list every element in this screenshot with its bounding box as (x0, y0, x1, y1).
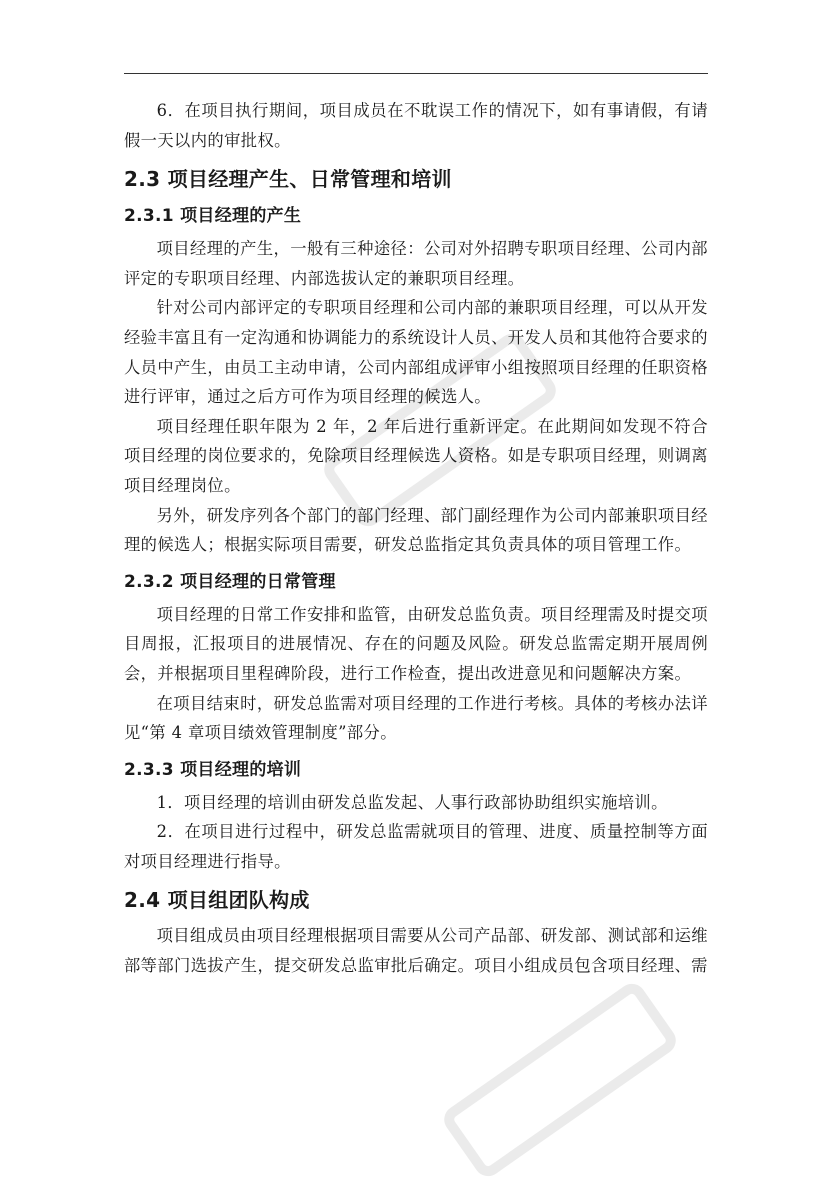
document-body (124, 96, 708, 981)
paragraph: 针对公司内部评定的专职项目经理和公司内部的兼职项目经理，可以从开发经验丰富且有一定沟通和协调能力的系统设计人员、开发人员和其他符合要求的人员中产生，由员工主动申请，公司内部组成评审小组按照项目经理的任职资格进行评审，通过之后方可作为项目经理的候选人。 (124, 298, 708, 407)
paragraph: 6．在项目执行期间，项目成员在不耽误工作的情况下，如有事请假，有请假一天以内的审批权。 (124, 101, 708, 150)
header-rule (124, 73, 708, 74)
list-item: 1．项目经理的培训由研发总监发起、人事行政部协助组织实施培训。 (156, 792, 668, 812)
section-heading-2-4: 2.4 项目组团队构成 (124, 888, 310, 913)
list-item: 2．在项目进行过程中，研发总监需就项目的管理、进度、质量控制等方面对项目经理进行指导。 (124, 822, 708, 871)
paragraph: 在项目结束时，研发总监需对项目经理的工作进行考核。具体的考核办法详见“第 4 章项目绩效管理制度”部分。 (124, 693, 708, 743)
section-heading-2-3: 2.3 项目经理产生、日常管理和培训 (124, 167, 452, 192)
subsection-heading-2-3-3: 2.3.3 项目经理的培训 (124, 759, 302, 780)
paragraph: 项目经理任职年限为 2 年，2 年后进行重新评定。在此期间如发现不符合项目经理的岗位要求的，免除项目经理候选人资格。如是专职项目经理，则调离项目经理岗位。 (124, 416, 708, 495)
paragraph: 项目经理的产生，一般有三种途径：公司对外招聘专职项目经理、公司内部评定的专职项目经理、内部选拔认定的兼职项目经理。 (124, 239, 708, 288)
paragraph: 项目组成员由项目经理根据项目需要从公司产品部、研发部、测试部和运维部等部门选拔产生，提交研发总监审批后确定。项目小组成员包含项目经理、需 (124, 926, 708, 976)
paragraph: 另外，研发序列各个部门的部门经理、部门副经理作为公司内部兼职项目经理的候选人；根据实际项目需要，研发总监指定其负责具体的项目管理工作。 (124, 505, 708, 555)
subsection-heading-2-3-2: 2.3.2 项目经理的日常管理 (124, 571, 336, 592)
paragraph: 项目经理的日常工作安排和监管，由研发总监负责。项目经理需及时提交项目周报，汇报项目的进展情况、存在的问题及风险。研发总监需定期开展周例会，并根据项目里程碑阶段，进行工作检查，提出改进意见和问题解决方案。 (124, 604, 708, 683)
subsection-heading-2-3-1: 2.3.1 项目经理的产生 (124, 206, 302, 227)
